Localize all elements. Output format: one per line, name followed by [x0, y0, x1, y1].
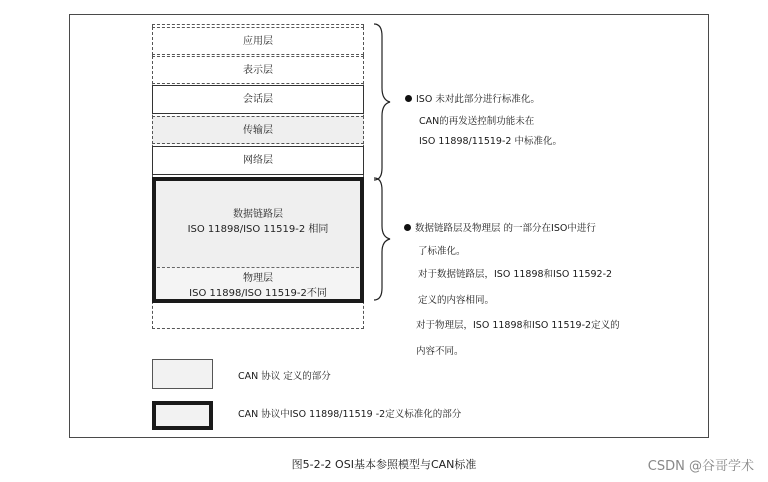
bullet-icon — [404, 224, 411, 231]
layer-application — [152, 27, 364, 55]
layer-presentation — [152, 56, 364, 84]
layer-datalink-label: 数据链路层 — [233, 209, 283, 220]
bullet-icon — [405, 95, 412, 102]
note-lower-line4: 定义的内容相同。 — [418, 295, 495, 306]
layer-physical-label: 物理层 — [243, 272, 273, 284]
note-lower-line5: 对于物理层，ISO 11898和ISO 11519-2定义的 — [416, 320, 620, 331]
layer-network — [152, 146, 364, 175]
legend-swatch-iso-standardized — [152, 401, 213, 430]
layer-session — [152, 85, 364, 114]
layer-application-label: 应用层 — [243, 35, 273, 47]
note-lower-line6: 内容不同。 — [416, 346, 464, 357]
watermark: CSDN @谷哥学术 — [647, 459, 754, 474]
legend-swatch-can-defined — [152, 359, 213, 389]
layer-transport-label: 传输层 — [243, 124, 273, 136]
note-upper-line2: CAN的再发送控制功能未在 — [419, 116, 535, 127]
note-upper-line3: ISO 11898/11519-2 中标准化。 — [419, 136, 562, 147]
layer-transport — [152, 116, 364, 144]
note-lower-line1: 数据链路层及物理层 的一部分在ISO中进行 — [404, 223, 596, 235]
lower-brace — [372, 176, 394, 302]
layer-physical-standard: ISO 11898/ISO 11519-2不同 — [189, 287, 327, 299]
note-upper-line1: ISO 未对此部分进行标准化。 — [405, 94, 540, 106]
legend-label-iso-standardized: CAN 协议中ISO 11898/11519 -2定义标准化的部分 — [238, 409, 462, 420]
note-lower-line3: 对于数据链路层，ISO 11898和ISO 11592-2 — [418, 269, 613, 280]
layer-network-label: 网络层 — [243, 155, 273, 166]
layer-session-label: 会话层 — [243, 94, 273, 105]
layer-presentation-label: 表示层 — [243, 64, 273, 76]
layer-datalink-standard: ISO 11898/ISO 11519-2 相同 — [187, 224, 329, 235]
legend-label-can-defined: CAN 协议 定义的部分 — [238, 371, 331, 382]
figure-caption: 图5-2-2 OSI基本参照模型与CAN标准 — [291, 458, 477, 471]
iso-standardized-outline — [152, 177, 364, 303]
note-lower-line2: 了标准化。 — [418, 246, 466, 257]
upper-brace — [372, 22, 394, 182]
